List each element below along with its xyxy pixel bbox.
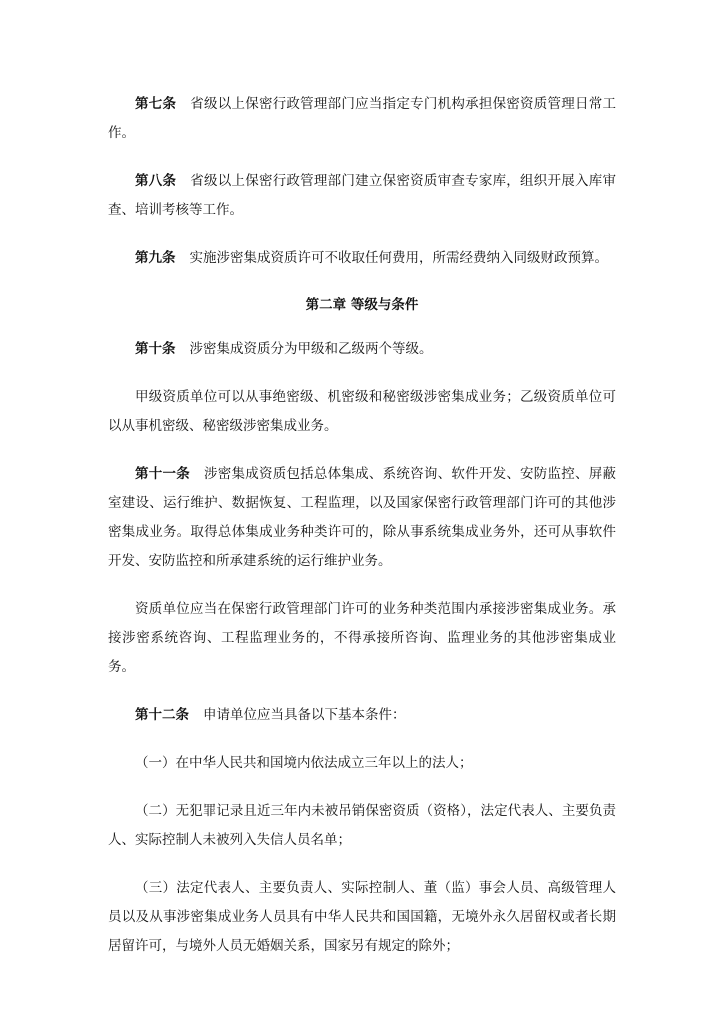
article-7-label: 第七条 (135, 96, 177, 112)
article-10-text: 涉密集成资质分为甲级和乙级两个等级。 (189, 341, 433, 357)
article-11 (108, 460, 616, 576)
article-10 (108, 335, 616, 364)
article-11-text: 涉密集成资质包括总体集成、系统咨询、软件开发、安防监控、屏蔽室建设、运行维护、数据恢复、工程监理，以及国家保密行政管理部门许可的其他涉密集成业务。取得总体集成业务种类许可的，除从事系统集成业务外，还可从事软件开发、安防监控和所承建系统的运行维护业务。 (108, 466, 617, 569)
article-8 (108, 167, 616, 225)
article-11-paragraph-2: 资质单位应当在保密行政管理部门许可的业务种类范围内承接涉密集成业务。承接涉密系统咨询、工程监理业务的，不得承接所咨询、监理业务的其他涉密集成业务。 (108, 601, 616, 675)
article-12-item-1: （一）在中华人民共和国境内依法成立三年以上的法人； (135, 755, 473, 771)
document-body (108, 90, 616, 980)
article-11-label: 第十一条 (135, 466, 190, 482)
chapter-title: 第二章 等级与条件 (305, 297, 419, 313)
article-12 (108, 701, 616, 730)
article-8-label: 第八条 (135, 173, 177, 189)
article-9-label: 第九条 (135, 250, 176, 266)
article-7-text: 省级以上保密行政管理部门应当指定专门机构承担保密资质管理日常工作。 (108, 96, 617, 141)
article-12-label: 第十二条 (135, 707, 189, 723)
article-12-item-3: （三）法定代表人、主要负责人、实际控制人、董（监）事会人员、高级管理人员以及从事涉密集成业务人员具有中华人民共和国国籍，无境外永久居留权或者长期居留许可，与境外人员无婚姻关系，国家另有规定的除外； (108, 880, 616, 954)
article-12-text: 申请单位应当具备以下基本条件： (203, 707, 406, 723)
article-12-item-2: （二）无犯罪记录且近三年内未被吊销保密资质（资格），法定代表人、主要负责人、实际控制人未被列入失信人员名单； (108, 803, 616, 848)
article-9-text: 实施涉密集成资质许可不收取任何费用，所需经费纳入同级财政预算。 (189, 250, 608, 266)
article-10-label: 第十条 (135, 341, 176, 357)
article-8-text: 省级以上保密行政管理部门建立保密资质审查专家库，组织开展入库审查、培训考核等工作。 (108, 173, 617, 218)
article-9 (108, 244, 616, 273)
article-10-paragraph-2: 甲级资质单位可以从事绝密级、机密级和秘密级涉密集成业务；乙级资质单位可以从事机密级、秘密级涉密集成业务。 (108, 389, 616, 434)
article-7 (108, 90, 616, 148)
